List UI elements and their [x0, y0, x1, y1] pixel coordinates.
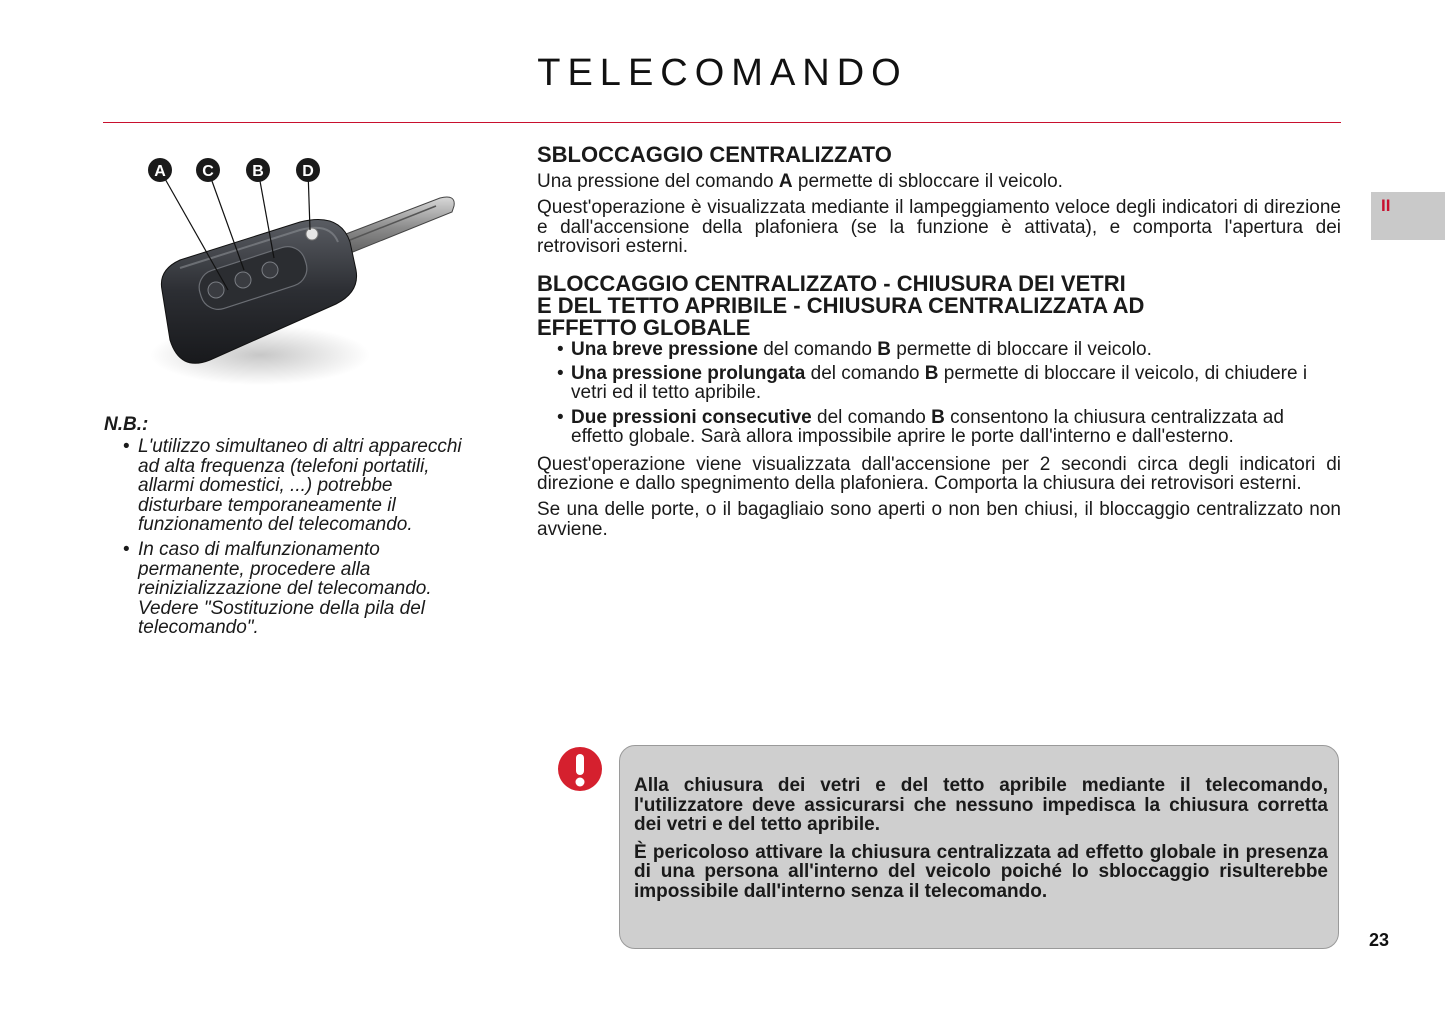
svg-text:D: D — [302, 163, 314, 180]
title-divider — [103, 122, 1341, 123]
callout-label-a — [148, 158, 172, 182]
page-number: 23 — [1369, 930, 1390, 950]
key-button-d — [306, 228, 318, 240]
svg-text:A: A — [154, 163, 166, 180]
main-content — [537, 144, 1341, 546]
svg-text:B: B — [252, 163, 264, 180]
unlock-heading: SBLOCCAGGIO CENTRALIZZATO — [537, 142, 892, 167]
lock-heading-line: BLOCCAGGIO CENTRALIZZATO - CHIUSURA DEI VETRI — [537, 270, 1126, 296]
chapter-tab-label: II — [1381, 196, 1391, 215]
warning-box — [619, 745, 1339, 949]
chapter-tab — [1371, 192, 1445, 240]
note-heading: N.B.: — [104, 414, 149, 435]
unlock-paragraph-2: Quest'operazione è visualizzata mediante il lampeggiamento veloce degli indicatori di direzione e dall'accensione della plafoniera (se la funzione è attivata), e comporta l'apertura dei retrovisori esterni. — [537, 197, 1341, 258]
lock-bullet-double-press: • Due pressioni consecutive del comando B consentono la chiusura centralizzata ad effetto globale. Sarà allora impossibile aprire le porte dall'interno e dall'esterno. — [537, 408, 1341, 447]
key-button-b — [262, 262, 278, 278]
page-title: TELECOMANDO — [537, 52, 908, 94]
lock-heading — [537, 270, 1341, 340]
note-item: • In caso di malfunzionamento permanente, procedere alla reinizializzazione del telecomando. Vedere "Sostituzione della pila del telecomando". — [104, 540, 464, 638]
lock-bullets — [537, 340, 1341, 447]
callout-label-b — [246, 158, 270, 182]
note-list — [104, 437, 464, 638]
remote-key-illustration — [140, 150, 470, 395]
key-button-a — [208, 282, 224, 298]
lock-bullet-long-press: • Una pressione prolungata del comando B permette di bloccare il veicolo, di chiudere i vetri ed il tetto apribile. — [537, 364, 1341, 403]
note-item: • L'utilizzo simultaneo di altri apparecchi ad alta frequenza (telefoni portatili, allarmi domestici, ...) potrebbe disturbare temporaneamente il funzionamento del telecomando. — [104, 437, 464, 535]
lock-bullet-short-press: • Una breve pressione del comando B permette di bloccare il veicolo. — [537, 340, 1341, 359]
warning-paragraph: Alla chiusura dei vetri e del tetto apribile mediante il telecomando, l'utilizzatore deve assicurarsi che nessuno impedisca la chiusura corretta dei vetri e del tetto apribile. — [634, 775, 1328, 836]
unlock-paragraph-1: Una pressione del comando A permette di sbloccare il veicolo. — [537, 171, 1063, 192]
exclamation-icon — [557, 746, 603, 792]
callout-label-c — [196, 158, 220, 182]
lock-heading-line: EFFETTO GLOBALE — [537, 314, 751, 340]
lock-heading-line: E DEL TETTO APRIBILE - CHIUSURA CENTRALIZZATA AD — [537, 292, 1145, 318]
lock-paragraph-2: Se una delle porte, o il bagagliaio sono aperti o non ben chiusi, il bloccaggio centralizzato non avviene. — [537, 499, 1341, 540]
callout-label-d — [296, 158, 320, 182]
note-section — [104, 414, 464, 643]
lock-paragraph-1: Quest'operazione viene visualizzata dall'accensione per 2 secondi circa degli indicatori di direzione e dallo spegnimento della plafoniera. Comporta la chiusura dei retrovisori esterni. — [537, 453, 1341, 495]
warning-text — [634, 776, 1328, 910]
warning-paragraph: È pericoloso attivare la chiusura centralizzata ad effetto globale in presenza di una persona all'interno del veicolo poiché lo sbloccaggio risulterebbe impossibile dall'interno senza il telecomando. — [634, 841, 1328, 902]
key-button-c — [235, 272, 251, 288]
svg-text:C: C — [202, 163, 214, 180]
